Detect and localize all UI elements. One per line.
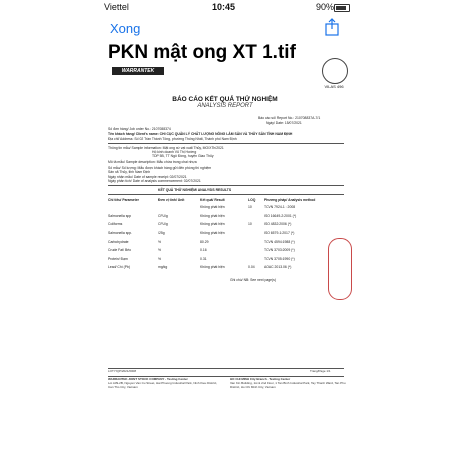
- cell: 10: [248, 205, 252, 210]
- table-header-row: [108, 196, 348, 203]
- job-order: Số đơn hàng/ Job order No.: 2107088374: [108, 127, 171, 131]
- cell: TCVN 3705:1990 (*): [264, 256, 295, 261]
- cell: [158, 203, 200, 212]
- sample-info-2: Hộ kinh doanh Vũ Thị Hường: [152, 150, 197, 154]
- done-button[interactable]: Xong: [110, 21, 141, 36]
- footer-code: LOTY/QP/2021/0008: [108, 369, 137, 373]
- table-row: [108, 212, 348, 221]
- divider: [108, 185, 344, 186]
- table-row: [108, 229, 348, 238]
- cell: %: [158, 239, 162, 244]
- company-name: WARRANTEK JOINT STOCK COMPANY - Testing Center: [108, 377, 188, 381]
- cell: TCVN 3703:2009 (*): [264, 248, 295, 253]
- divider: [108, 368, 344, 369]
- cell: Không phát hiện: [200, 265, 225, 270]
- cell: Crude Fat/ Béo: [108, 248, 131, 253]
- cell: 0.31: [200, 256, 207, 261]
- footer-page: Trang/Page 1/1: [310, 369, 331, 373]
- cell: Coliforms: [108, 222, 123, 227]
- cell: Protein/ Đạm: [108, 256, 128, 261]
- report-number: Báo cáo số/ Report No.: 210708837A-7/1: [258, 116, 321, 120]
- sample-info: Thông tin mẫu/ Sample information: Mật ong xứ vạt xuất Thủy, MO/XTh/2021: [108, 146, 224, 150]
- cell: ISO 16649-2:2001 (*): [264, 213, 297, 218]
- cell: ISO 6579-1:2017 (*): [264, 231, 295, 236]
- cell: Không phát hiện: [200, 213, 225, 218]
- table-row: [108, 263, 348, 272]
- cell: Không phát hiện: [200, 205, 225, 210]
- table-row: [108, 237, 348, 246]
- cell: Không phát hiện: [200, 231, 225, 236]
- table-row: [108, 255, 348, 264]
- accreditation-logo: [318, 52, 350, 92]
- cell: [248, 246, 264, 255]
- cell: [248, 229, 264, 238]
- report-title: BÁO CÁO KẾT QUẢ THỬ NGHIỆM: [172, 96, 278, 103]
- cell: /25g: [158, 231, 165, 236]
- cell: AOAC 2013.06 (*): [264, 265, 292, 270]
- cell: Salmonella spp.: [108, 231, 133, 236]
- carrier-label: Viettel: [104, 2, 129, 12]
- divider: [108, 143, 344, 144]
- document-preview: [90, 42, 360, 440]
- column-header: Phương pháp/ Analysis method: [264, 197, 316, 202]
- cell: 0.04: [248, 265, 255, 270]
- client-address: Địa chỉ/ Address: Số 02 Trần Thánh Tông, phường Thống Nhất, Thành phố Nam Định: [108, 137, 237, 141]
- column-header: LOQ: [248, 197, 256, 202]
- share-icon[interactable]: [324, 18, 340, 36]
- cell: Carbohydrate: [108, 239, 129, 244]
- cell: Lead/ Chì (Pb): [108, 265, 131, 270]
- branch-address: Van Kin Building, 1st & 2nd Floor, 1 Tan Binh Industrial Park, Tay Thanh Ward, Tan Phu District, Ho Chi Minh City, Vietnam: [230, 381, 346, 389]
- analysis-date: Ngày phân tích/ Date of analysis commencement: 02/07/2021: [108, 179, 201, 183]
- cell: TCVN 4594:1988 (*): [264, 239, 295, 244]
- battery-icon: [334, 4, 350, 12]
- column-header: Đơn vị tính/ Unit: [158, 197, 185, 202]
- cell: 80.29: [200, 239, 209, 244]
- branch-name: HO CHI MINH City Branch - Testing Center: [230, 377, 291, 381]
- client-name: Tên khách hàng/ Client's name: CHI CỤC QUẢN LÝ CHẤT LƯỢNG NÔNG LÂM SẢN VÀ THỦY SẢN TỈNH NAM ĐỊNH: [108, 132, 293, 136]
- sample-info-3: TDP 5B, TT Ngô Đồng, huyện Giao Thủy: [152, 154, 214, 158]
- cell: Salmonella spp: [108, 213, 132, 218]
- clock: 10:45: [212, 2, 236, 12]
- company-address: Lot A39-2B, Nguyen Van Cu Street, Hai Phuong Industrial Park, Ninh Kieu District, Can Tho City, Vietnam: [108, 381, 218, 389]
- table-row: [108, 220, 348, 229]
- cell: TCVN 7924-1 : 2008: [264, 205, 296, 210]
- cell: %: [158, 256, 162, 261]
- cell: 10: [248, 222, 252, 227]
- cell: [248, 212, 264, 221]
- cell: Không phát hiện: [200, 222, 225, 227]
- cell: [248, 255, 264, 264]
- cell: ISO 4832:2006 (*): [264, 222, 292, 227]
- divider: [108, 194, 344, 195]
- nav-bar: [0, 14, 450, 42]
- cell: 0.16: [200, 248, 207, 253]
- report-date: Ngày/ Date: 15/07/2021: [266, 121, 302, 125]
- table-row: [108, 246, 348, 255]
- results-table: [108, 196, 348, 272]
- column-header: Chỉ tiêu/ Parameter: [108, 197, 139, 202]
- red-stamp: [328, 238, 352, 300]
- sample-description: Mô tả mẫu/ Sample description: Mẫu chứa trong chai nhựa: [108, 160, 197, 164]
- sampling-note: Số mẫu/ Số lượng: Mẫu được khách hàng gửi đến phòng thí nghiệm: [108, 166, 212, 170]
- lab-logo: WARRANTEK: [112, 67, 164, 75]
- status-bar: [0, 0, 450, 14]
- receipt-date: Ngày nhận mẫu/ Date of sample receipt: 02/07/2021: [108, 175, 187, 179]
- column-header: Kết quả/ Result: [200, 197, 225, 202]
- file-name: PKN mật ong XT 1.tif: [108, 42, 296, 63]
- cell: [108, 203, 158, 212]
- cell: CFU/g: [158, 222, 168, 227]
- remark: Ghi chú/ NB: See next page(s): [230, 278, 276, 282]
- sampling-note-2: Sản xã Thủy, tỉnh Nam Định: [108, 170, 151, 174]
- cell: %: [158, 248, 162, 253]
- cell: [248, 237, 264, 246]
- cell: CFU/g: [158, 213, 168, 218]
- accreditation-label: VILAS 496: [324, 84, 344, 89]
- battery-percent: 90%: [316, 2, 335, 12]
- results-title: KẾT QUẢ THỬ NGHIỆM/ ANALYSIS RESULTS: [158, 188, 232, 192]
- table-row: [108, 203, 348, 212]
- cell: mg/kg: [158, 265, 168, 270]
- report-subtitle: ANALYSIS REPORT: [197, 103, 253, 109]
